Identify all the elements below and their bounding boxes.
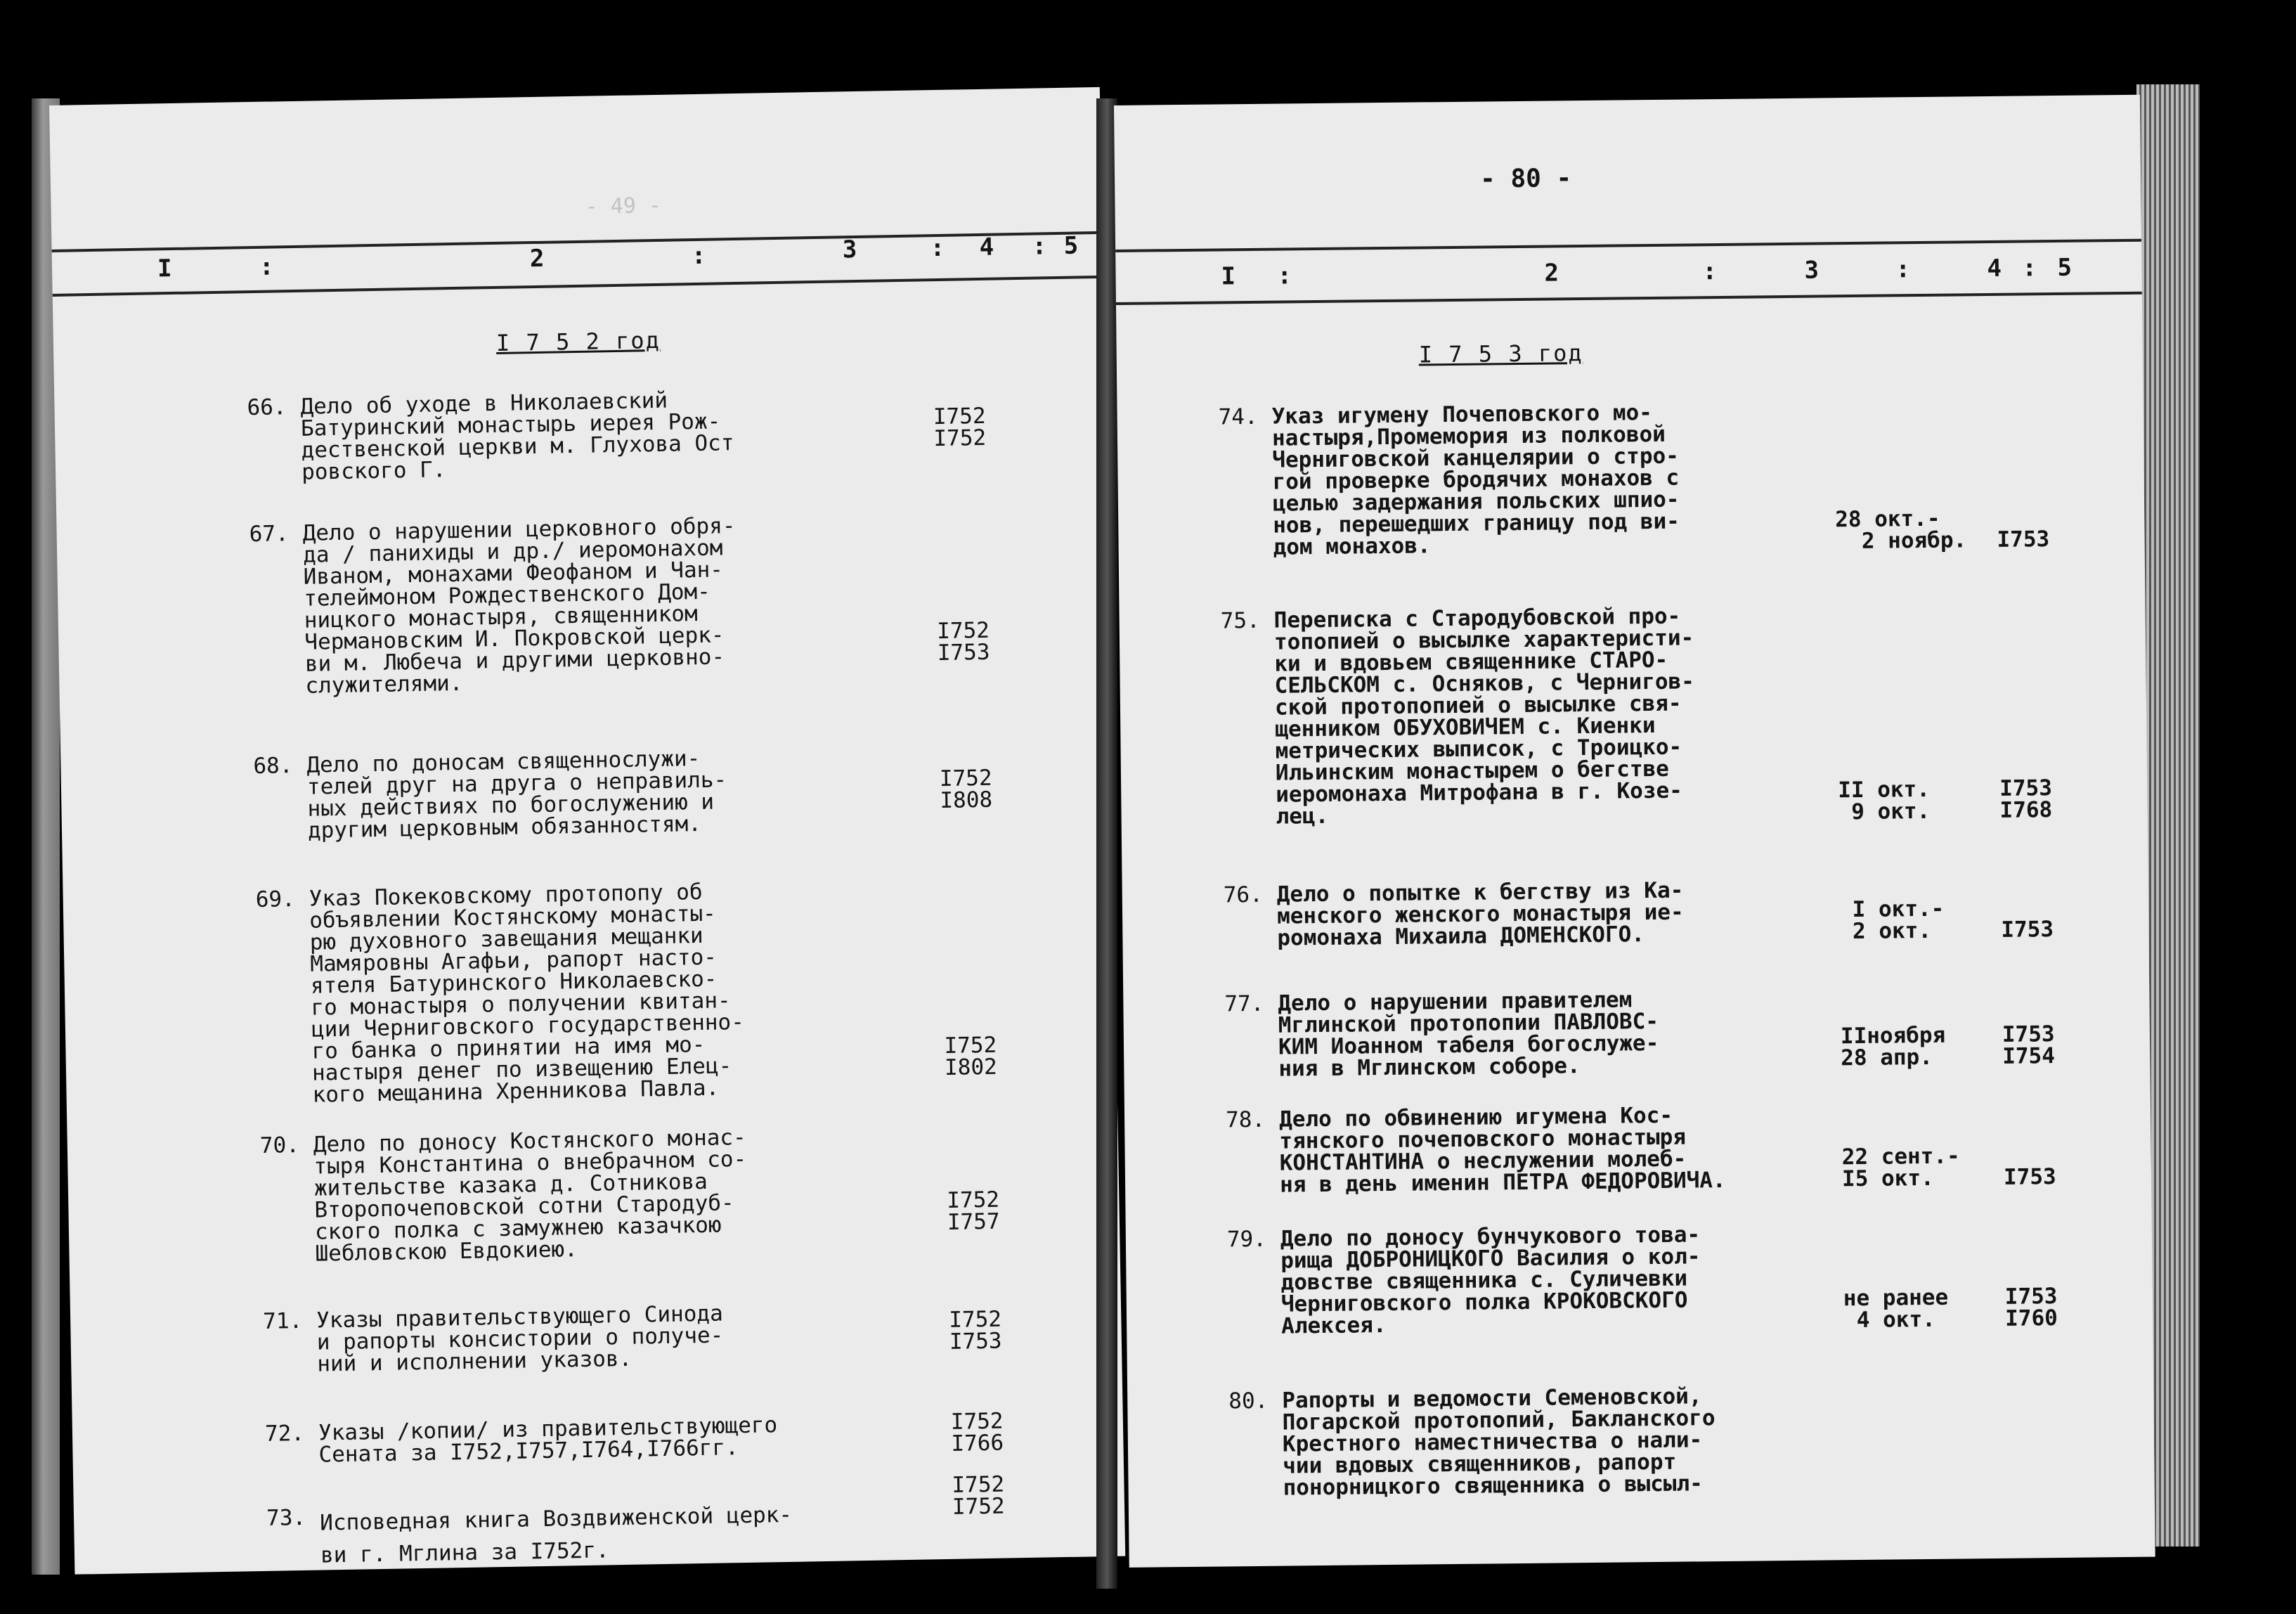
entry-text: Дело по доносам священнослужи- телей друг на друга о неправиль- ных действиях по богослужению и другим церковным обязанностям.	[306, 745, 727, 844]
entry-number: 68.	[253, 753, 293, 780]
entry-years: I753 I768	[1999, 775, 2053, 823]
col-sep: :	[2022, 254, 2037, 283]
entry-number: 67.	[249, 521, 289, 548]
col-header-1: I	[1221, 262, 1236, 291]
entry-number: 72.	[264, 1420, 305, 1447]
entry-years: I753	[2000, 895, 2054, 943]
col-sep: :	[259, 252, 274, 281]
entry-text: Рапорты и ведомости Семеновской, Погарской протопопий, Бакланского Крестного наместничества о нали- чии вдовых священников, рапорт понорницкого священника о высыл-	[1282, 1383, 1715, 1501]
col-sep: :	[1277, 262, 1292, 290]
entry-number: 78.	[1225, 1106, 1266, 1133]
entry-text: Исповедная книга Воздвиженской церк- ви г. Мглина за I752г.	[319, 1502, 793, 1568]
col-header-2: 2	[1544, 259, 1559, 288]
entry-number: 70.	[259, 1132, 300, 1158]
entry-text: Дело по обвинению игумена Кос- тянского почеповского монастыря КОНСТАНТИНА о неслужении молеб- ня в день именин ПЕТРА ФЕДОРОВИЧА.	[1278, 1102, 1726, 1198]
entry-number: 75.	[1220, 607, 1260, 634]
entry-text: Переписка с Стародубовской про- топопией о высылке характеристи- ки и вдовьем священнике СТАРО- СЕЛЬСКОМ с. Осняков, с Чернигов- ской протопопией о высылке свя- щенником ОБУХОВИЧЕМ с. Киенки метрических выписок, с Троицко- Ильинским монастырем о бегстве иеромонаха Митрофана в г. Козе- лец.	[1273, 603, 1695, 829]
entry-text: Указы правительствующего Синода и рапорты консистории о получе- ний и исполнении указов.	[316, 1300, 724, 1377]
col-header-3: 3	[1804, 256, 1820, 285]
entry-text: Дело по доносу бунчукового това- рища ДОБРОНИЦКОГО Василия о кол- довстве священника с. Суличевки Черниговского полка КРОКОВСКОГО Алексея.	[1280, 1222, 1701, 1339]
col-header-2: 2	[529, 244, 545, 273]
entry-text: Дело о нарушении правителем Мглинской протопопии ПАВЛОВС- КИМ Иоанном табеля богослуже- ния в Мглинском соборе.	[1278, 987, 1659, 1082]
col-header-5: 5	[1063, 231, 1079, 260]
entry-dates: не ранее 4 окт.	[1843, 1284, 1949, 1334]
left-page	[49, 87, 1125, 1575]
entry-number: 66.	[247, 394, 287, 421]
entry-text: Указ Покековскому протопопу об объявлении Костянскому монасты- рю духовного завещания мещанки Мамяровны Агафьи, рапорт насто- ятеля Батуринского Николаевско- го монастыря о получении квитан- ции Черниговского государственно- го банка о принятии на имя мо- настыря денег по извещению Елец- кого мещанина Хренникова Павла.	[309, 879, 745, 1108]
col-header-5: 5	[2057, 253, 2073, 282]
entry-text: Дело о попытке к бегству из Ка- менского женского монастыря ие- ромонаха Михаила ДОМЕНСКОГО.	[1276, 877, 1684, 951]
entry-years: I753 I760	[2004, 1284, 2058, 1331]
col-sep: :	[930, 233, 945, 263]
entry-years: I752 I808	[939, 765, 993, 814]
entry-dates: IIноября 28 апр.	[1840, 1022, 1946, 1071]
entry-years: I753	[2003, 1142, 2056, 1190]
col-sep: :	[691, 241, 706, 271]
entry-years: I752 I752	[933, 403, 987, 452]
entry-text: Указы /копии/ из правительствующего Сената за I752,I757,I764,I766гг.	[318, 1412, 778, 1468]
year-heading: I 7 5 3 год	[1418, 340, 1583, 368]
entry-number: 69.	[255, 886, 296, 913]
book-spine	[1096, 98, 1117, 1589]
page-number: - 80 -	[1479, 164, 1572, 194]
col-sep: :	[1895, 255, 1911, 284]
entry-years: I753 I754	[2002, 1021, 2056, 1069]
col-sep: :	[1032, 232, 1047, 261]
entry-number: 80.	[1228, 1388, 1269, 1414]
entry-years: I753	[1997, 505, 2050, 553]
page-number-ghost: - 49 -	[585, 193, 662, 219]
col-header-4: 4	[979, 233, 994, 262]
entry-number: 77.	[1224, 990, 1264, 1017]
entry-text: Дело о нарушении церковного обря- да / панихиды и др./ иеромонахом Иваном, монахами Феофаном и Чан- телеймоном Рождественского Дом- ницкого монастыря, священником Чермановским И. Покровской церк- ви м. Любеча и другими церковно- служителями.	[302, 513, 736, 699]
col-header-1: I	[157, 254, 172, 283]
entry-dates: 22 сент.- I5 окт.	[1841, 1143, 1960, 1192]
col-header-3: 3	[842, 235, 857, 264]
header-rule-bottom	[53, 276, 1103, 297]
entry-dates: II окт. 9 окт.	[1838, 776, 1931, 825]
entry-number: 74.	[1218, 404, 1258, 430]
col-sep: :	[1702, 257, 1718, 286]
entry-years: I752 I757	[947, 1187, 1000, 1235]
col-header-4: 4	[1987, 254, 2002, 283]
entry-text: Указ игумену Почеповского мо- настыря,Промемория из полковой Черниговской канцелярии о стро- гой проверке бродячих монахов с целью задержания польских шпио- нов, перешедших границу под ви- дом монахов.	[1271, 400, 1680, 560]
entry-years: I752 I753	[936, 617, 990, 666]
header-rule-top	[1115, 239, 2141, 252]
right-page	[1114, 95, 2155, 1568]
header-rule-bottom	[1116, 292, 2142, 305]
entry-number: 76.	[1223, 882, 1263, 908]
entry-number: 73.	[266, 1504, 306, 1531]
entry-years: I752 I752	[952, 1471, 1005, 1520]
entry-text: Дело по доносу Костянского монас- тыря Константина о внебрачном со- жительстве казака д. Сотникова Второпочеповской сотни Стародуб- ского полка с замужнею казачкою Шебловскою Евдокиею.	[313, 1124, 747, 1267]
entry-years: I752 I766	[950, 1408, 1004, 1457]
entry-dates: 28 окт.- 2 ноябр.	[1835, 505, 1967, 555]
year-heading: I 7 5 2 год	[495, 326, 661, 356]
entry-number: 79.	[1226, 1226, 1267, 1253]
entry-dates: I окт.- 2 окт.	[1838, 896, 1945, 945]
entry-number: 71.	[262, 1308, 303, 1334]
entry-text: Дело об уходе в Николаевский Батуринский монастырь иерея Рож- дественской церкви м. Глухова Ост ровского Г.	[300, 387, 734, 485]
entry-years: I752 I802	[944, 1032, 998, 1080]
entry-years: I752 I753	[949, 1306, 1002, 1355]
